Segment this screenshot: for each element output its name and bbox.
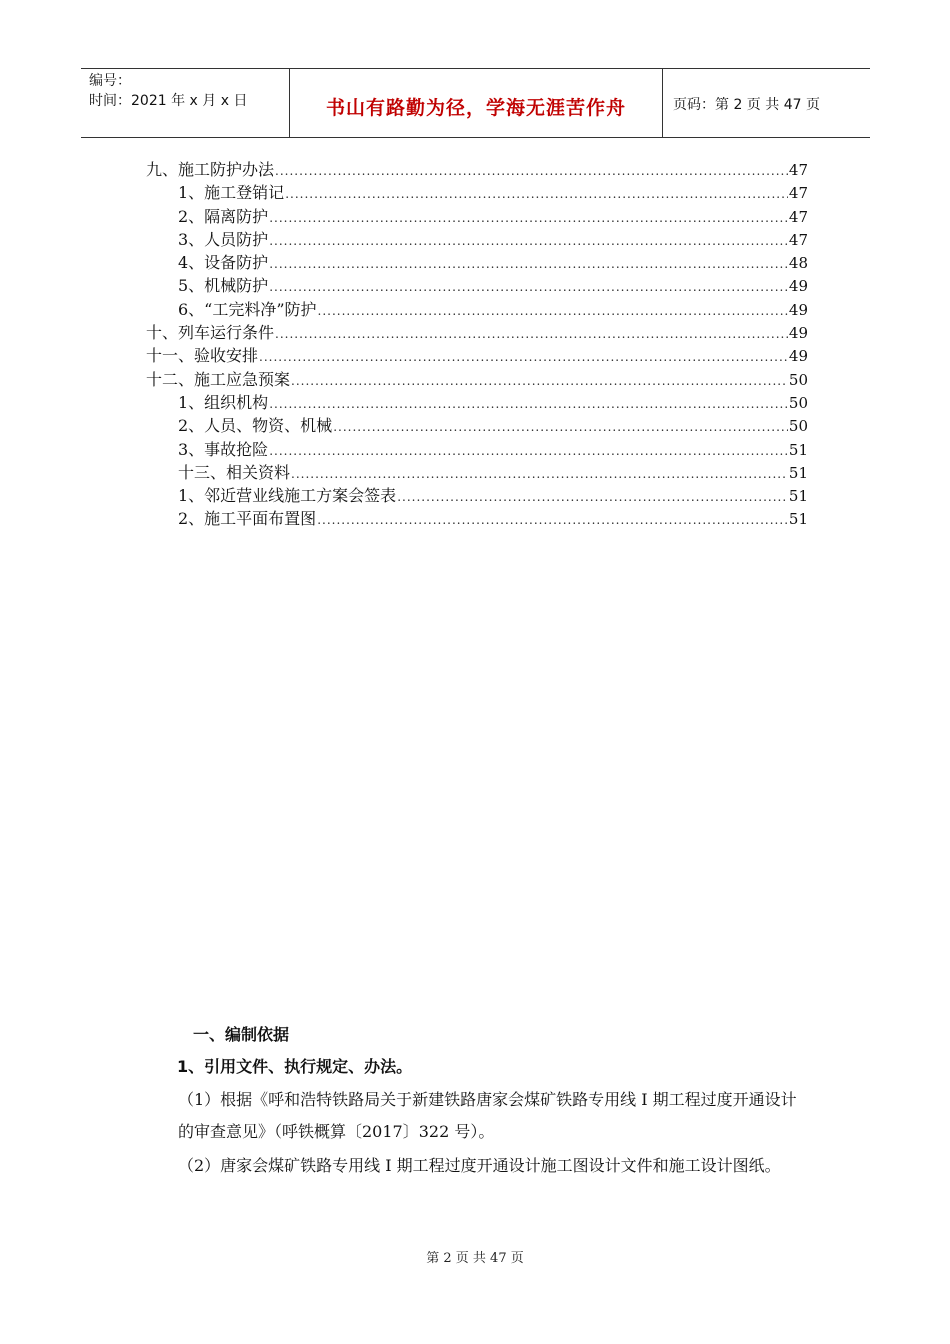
toc-entry[interactable]: [146, 391, 808, 414]
toc-entry[interactable]: [146, 298, 808, 321]
paragraph-2: [146, 1150, 808, 1182]
page-header: [81, 68, 870, 138]
toc-entry[interactable]: [146, 344, 808, 367]
number-label: 编号：: [89, 73, 131, 89]
toc-entry[interactable]: [146, 321, 808, 344]
header-motto: 书山有路勤为径，学海无涯苦作舟: [325, 96, 626, 119]
toc-leader: [259, 346, 788, 369]
toc-entry-page: 49: [788, 324, 808, 343]
toc-leader: [269, 440, 788, 463]
toc-leader: [275, 323, 788, 346]
toc-entry-page: 47: [788, 161, 808, 179]
toc-entry[interactable]: [146, 368, 808, 391]
toc-entry-page: 51: [788, 440, 808, 459]
toc-entry-label: 1、组织机构: [178, 392, 269, 412]
toc-entry-label: 4、设备防护: [178, 253, 269, 273]
toc-leader: [317, 509, 788, 532]
toc-entry[interactable]: [146, 461, 808, 484]
toc-entry-label: 3、事故抢险: [178, 439, 269, 459]
toc-entry-page: 49: [788, 300, 808, 319]
toc-entry-page: 47: [788, 207, 808, 226]
toc-entry-label: 2、施工平面布置图: [178, 509, 317, 529]
toc-entry-label: 十一、验收安排: [146, 346, 259, 366]
toc-entry[interactable]: [146, 205, 808, 228]
toc-entry-page: 51: [788, 487, 808, 506]
paragraph-2-text: （2）唐家会煤矿铁路专用线 I 期工程过度开通设计施工图设计文件和施工设计图纸。: [178, 1156, 781, 1175]
toc-entry[interactable]: [146, 274, 808, 297]
toc-leader: [269, 393, 788, 416]
toc-leader: [285, 183, 788, 206]
toc-leader: [275, 160, 788, 183]
toc-leader: [318, 300, 788, 323]
toc-entry[interactable]: [146, 251, 808, 274]
page-footer: 第 2 页 共 47 页: [426, 1251, 524, 1266]
toc-entry-page: 51: [788, 463, 808, 482]
toc-entry[interactable]: [146, 484, 808, 507]
toc-entry-page: 47: [788, 230, 808, 249]
header-meta: [81, 69, 290, 137]
toc-entry-label: 3、人员防护: [178, 229, 269, 249]
toc-entry-label: 九、施工防护办法: [146, 160, 275, 179]
toc-entry-label: 6、“工完料净”防护: [178, 299, 317, 319]
toc-entry[interactable]: [146, 181, 808, 204]
toc-leader: [333, 416, 788, 439]
toc-entry-page: 49: [788, 347, 808, 366]
paragraph-1-text: （1）根据《呼和浩特铁路局关于新建铁路唐家会煤矿铁路专用线 I 期工程过度开通设计的审查意见》（呼铁概算〔2017〕322 号）。: [178, 1090, 797, 1141]
toc-leader: [269, 230, 788, 253]
header-page-info-cell: [663, 69, 820, 137]
toc-entry-page: 48: [788, 254, 808, 273]
toc-leader: [291, 463, 788, 486]
toc-entry[interactable]: [146, 507, 808, 530]
toc-entry-page: 50: [788, 417, 808, 436]
toc-entry[interactable]: [146, 158, 808, 181]
toc-entry-label: 1、施工登销记: [178, 183, 285, 203]
header-page-info: 页码：第 2 页 共 47 页: [673, 97, 820, 113]
toc-entry-label: 十、列车运行条件: [146, 323, 275, 343]
section-title: 一、编制依据: [193, 1025, 290, 1044]
toc-entry-page: 47: [788, 184, 808, 203]
table-of-contents: [146, 158, 808, 531]
toc-leader: [269, 276, 788, 299]
toc-entry-page: 49: [788, 277, 808, 296]
toc-entry[interactable]: [146, 228, 808, 251]
toc-entry-label: 2、人员、物资、机械: [178, 416, 333, 436]
toc-entry-label: 1、邻近营业线施工方案会签表: [178, 486, 397, 506]
toc-entry-page: 50: [788, 370, 808, 389]
toc-leader: [269, 253, 788, 276]
header-motto-cell: [290, 69, 663, 137]
subsection-title: 1、引用文件、执行规定、办法。: [177, 1057, 413, 1076]
toc-entry-label: 十二、施工应急预案: [146, 369, 291, 389]
paragraph-1: [146, 1084, 808, 1148]
toc-leader: [291, 370, 788, 393]
toc-entry-page: 50: [788, 393, 808, 412]
toc-entry-label: 十三、相关资料: [178, 462, 291, 482]
time-label: 时间：2021 年 x 月 x 日: [89, 93, 248, 109]
toc-leader: [269, 207, 788, 230]
toc-entry[interactable]: [146, 438, 808, 461]
toc-entry[interactable]: [146, 414, 808, 437]
toc-entry-label: 5、机械防护: [178, 276, 269, 296]
toc-entry-page: 51: [788, 510, 808, 529]
toc-entry-label: 2、隔离防护: [178, 206, 269, 226]
toc-leader: [397, 486, 788, 509]
